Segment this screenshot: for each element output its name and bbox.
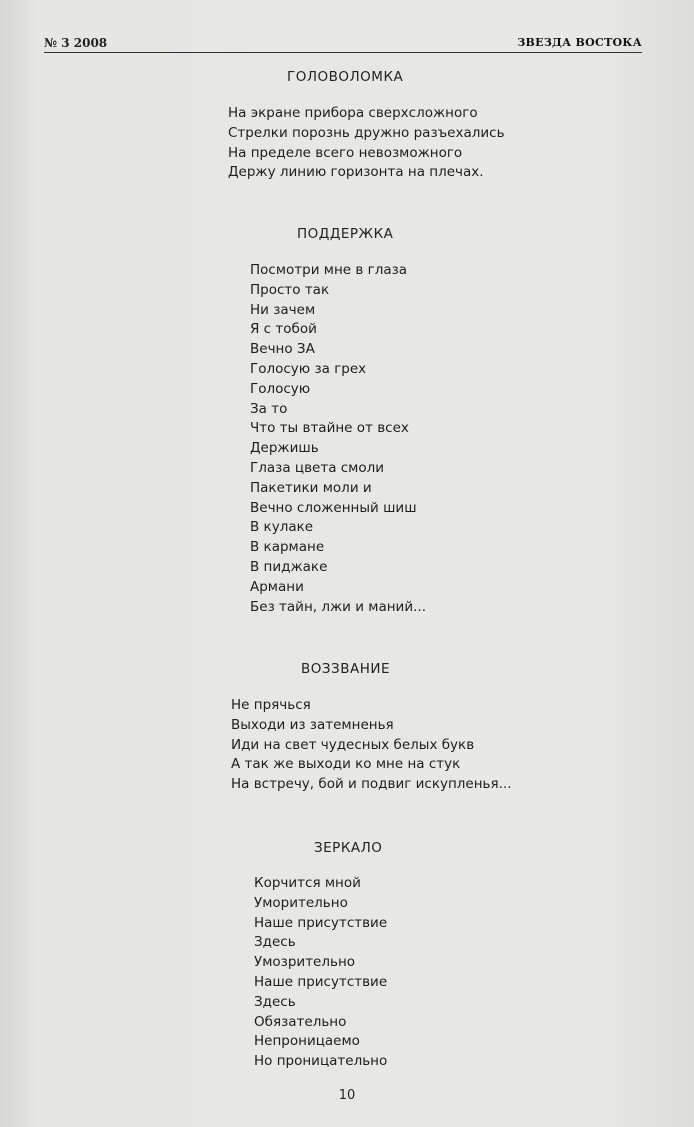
poem-line: В кулаке <box>250 519 314 536</box>
poem-line: Я с тобой <box>250 321 317 338</box>
poem-body-zerkalo <box>254 874 387 1072</box>
poem-line: На встречу, бой и подвиг искупленья... <box>231 776 512 793</box>
poem-line: Выходи из затемненья <box>231 716 394 733</box>
poem-line: Армани <box>250 578 304 595</box>
poem-line: Глаза цвета смоли <box>250 459 385 476</box>
poem-line: В пиджаке <box>250 558 328 575</box>
poem-title-vozzvanie: ВОЗЗВАНИЕ <box>301 661 390 677</box>
poem-line: Голосую за грех <box>250 360 367 377</box>
poem-line: Вечно сложенный шиш <box>250 499 417 516</box>
poem-line: Посмотри мне в глаза <box>250 262 408 278</box>
poem-line: В кармане <box>250 539 325 556</box>
poem-body-podderzhka <box>250 261 426 617</box>
poem-line: Что ты втайне от всех <box>250 420 409 437</box>
poem-line: Наше присутствие <box>254 914 388 931</box>
issue-number: № 3 2008 <box>44 36 108 50</box>
poem-line: А так же выходи ко мне на стук <box>231 756 461 773</box>
poem-line: На пределе всего невозможного <box>228 144 463 161</box>
poem-line: Держу линию горизонта на плечах. <box>228 164 484 181</box>
poem-line: Не прячься <box>231 697 311 713</box>
poem-line: Непроницаемо <box>254 1033 360 1050</box>
poem-line: Уморительно <box>254 894 348 911</box>
poem-line: Но проницательно <box>254 1053 388 1070</box>
poem-title-golovolomka: ГОЛОВОЛОМКА <box>287 69 404 85</box>
poem-body-golovolomka <box>228 104 505 183</box>
poem-line: Стрелки порознь дружно разъехались <box>228 124 505 141</box>
poem-line: Без тайн, лжи и маний... <box>250 598 426 615</box>
poem-title-podderzhka: ПОДДЕРЖКА <box>297 226 394 242</box>
poem-line: Наше присутствие <box>254 973 388 990</box>
poem-line: На экране прибора сверхсложного <box>228 105 478 121</box>
poem-line: Просто так <box>250 281 330 298</box>
poem-line: Корчится мной <box>254 875 361 891</box>
poem-line: Умозрительно <box>254 954 356 971</box>
poem-line: Держишь <box>250 440 319 457</box>
poem-line: Иди на свет чудесных белых букв <box>231 736 475 753</box>
poem-line: Здесь <box>254 993 296 1010</box>
running-header <box>44 36 642 53</box>
magazine-title: ЗВЕЗДА ВОСТОКА <box>517 36 642 49</box>
poem-line: Голосую <box>250 380 311 397</box>
poem-line: Обязательно <box>254 1013 347 1030</box>
poem-body-vozzvanie <box>231 696 512 795</box>
poem-line: Ни зачем <box>250 301 316 318</box>
poem-line: Здесь <box>254 934 296 951</box>
page-number: 10 <box>338 1088 356 1103</box>
poem-line: Вечно ЗА <box>250 341 315 358</box>
poem-line: Пакетики моли и <box>250 479 372 496</box>
poem-line: За то <box>250 400 288 417</box>
poem-title-zerkalo: ЗЕРКАЛО <box>314 840 383 856</box>
